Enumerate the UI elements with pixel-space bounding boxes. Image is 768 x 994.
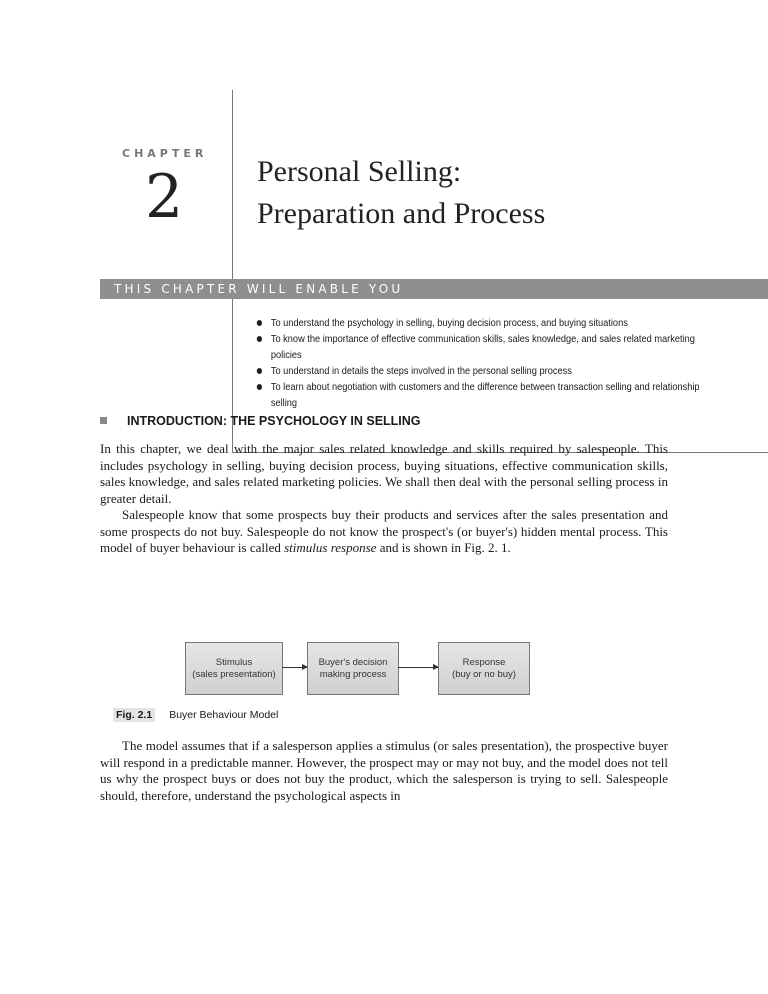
arrow-icon bbox=[398, 667, 438, 668]
p2-emphasis: stimulus response bbox=[284, 540, 377, 555]
box-line: Stimulus bbox=[215, 656, 253, 668]
objectives-list bbox=[255, 315, 704, 411]
figure-caption bbox=[113, 709, 278, 721]
p2-text: Salespeople know that some prospects buy their products and services after the sales presentation and some prospects do not buy. Salespeople do not know the prospect's (or buyer's) hidden mental process. This model of buyer behaviour is called bbox=[100, 507, 668, 555]
box-line: Response bbox=[462, 656, 506, 668]
box-line: (buy or no buy) bbox=[452, 668, 516, 680]
caption-text: Buyer Behaviour Model bbox=[169, 709, 279, 721]
section-heading bbox=[100, 414, 421, 428]
title-line-2: Preparation and Process bbox=[257, 197, 546, 230]
decision-box bbox=[307, 642, 399, 695]
chapter-number: 2 bbox=[145, 162, 184, 232]
objective-item: To understand in details the steps involved in the personal selling process bbox=[255, 363, 704, 379]
response-box bbox=[438, 642, 530, 695]
chapter-title bbox=[257, 151, 545, 235]
box-line: making process bbox=[319, 668, 387, 680]
section-heading-text: INTRODUCTION: THE PSYCHOLOGY IN SELLING bbox=[127, 414, 421, 428]
chapter-label: CHAPTER bbox=[122, 147, 208, 160]
box-line: Buyer's decision bbox=[318, 656, 388, 668]
objectives-band bbox=[100, 279, 768, 299]
box-line: (sales presentation) bbox=[192, 668, 276, 680]
title-line-1: Personal Selling: bbox=[257, 155, 462, 188]
objective-item: To learn about negotiation with customers and the difference between transaction selling and relationship selling bbox=[255, 379, 704, 411]
paragraph-1: In this chapter, we deal with the major sales related knowledge and skills required by salespeople. This includes psychology in selling, buying decision process, buying situations, effective communication skills, sales knowledge, and sales related marketing policies. We shall then deal with the personal selling process in greater detail. bbox=[100, 441, 668, 506]
square-bullet-icon bbox=[100, 417, 107, 424]
divider-vertical bbox=[232, 90, 233, 452]
stimulus-box bbox=[185, 642, 283, 695]
arrow-icon bbox=[282, 667, 307, 668]
p2-text-end: and is shown in Fig. 2. 1. bbox=[376, 540, 511, 555]
objective-item: To know the importance of effective communication skills, sales knowledge, and sales related marketing policies bbox=[255, 331, 704, 363]
paragraph-2 bbox=[100, 507, 668, 557]
figure-label: Fig. 2.1 bbox=[113, 708, 155, 722]
paragraph-3: The model assumes that if a salesperson applies a stimulus (or sales presentation), the prospective buyer will respond in a predictable manner. However, the prospect may or may not buy, and the model does not tell us why the prospect buys or does not buy the product, which the salesperson is trying to sell. Salespeople should, therefore, understand the psychological aspects in bbox=[100, 738, 668, 803]
objective-item: To understand the psychology in selling, buying decision process, and buying situations bbox=[255, 315, 704, 331]
objectives-heading: THIS CHAPTER WILL ENABLE YOU bbox=[114, 282, 404, 296]
